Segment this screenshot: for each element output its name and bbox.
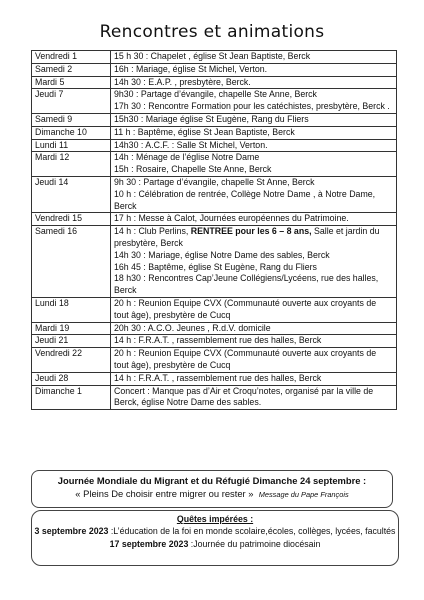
- schedule-day: Jeudi 28: [32, 372, 111, 385]
- schedule-day: Jeudi 14: [32, 176, 111, 212]
- schedule-row: [32, 226, 397, 298]
- event-line-club: [114, 226, 393, 250]
- schedule-events: [111, 89, 397, 114]
- migrant-day-box: [31, 470, 393, 508]
- migrant-quote-line: [32, 487, 392, 501]
- event-line: 11 h : Baptême, église St Jean Baptiste, Berck: [114, 126, 295, 137]
- schedule-day: Vendredi 15: [32, 213, 111, 226]
- schedule-events: [111, 126, 397, 139]
- quetes-heading: Quêtes impérées :: [176, 514, 254, 524]
- event-line: 9h 30 : Partage d’évangile, chapelle St Anne, Berck: [114, 176, 315, 187]
- schedule-row: [32, 51, 397, 64]
- quetes-box: [31, 510, 399, 566]
- schedule-row: [32, 139, 397, 152]
- event-line: Concert : Manque pas d’Air et Croqu’notes, organisé par la ville de Berck, église Notre Dame des sables.: [114, 385, 374, 408]
- event-line: 17h 30 : Rencontre Formation pour les catéchistes, presbytère, Berck .: [114, 101, 390, 112]
- schedule-events: [111, 76, 397, 89]
- event-line: 17 h : Messe à Calot, Journées européennes du Patrimoine.: [114, 213, 349, 224]
- schedule-day: Mardi 19: [32, 322, 111, 335]
- schedule-day: Mardi 5: [32, 76, 111, 89]
- event-line: 20 h : Reunion Equipe CVX (Communauté ouverte aux croyants de tout âge), presbytère de Cucq: [114, 348, 377, 370]
- schedule-events: [111, 113, 397, 126]
- schedule-row: [32, 372, 397, 385]
- schedule-events: [111, 297, 397, 322]
- schedule-events: [111, 63, 397, 76]
- event-line: 16h : Mariage, église St Michel, Verton.: [114, 63, 268, 74]
- schedule-row: [32, 213, 397, 226]
- event-line: 14h : Ménage de l’église Notre Dame: [114, 152, 260, 163]
- schedule-day: Samedi 2: [32, 63, 111, 76]
- club-text-start: 14 h : Club Perlins,: [114, 226, 191, 237]
- quetes-item-1-text: :L’éducation de la foi en monde scolaire,écoles, collèges, lycées, facultés: [108, 526, 396, 537]
- event-line: 20h 30 : A.C.O. Jeunes , R.d.V. domicile: [114, 322, 271, 333]
- schedule-events: [111, 385, 397, 410]
- schedule-row: [32, 113, 397, 126]
- schedule-row: [32, 89, 397, 114]
- club-text-bold: RENTREE pour les 6 – 8 ans,: [190, 226, 312, 237]
- schedule-row: [32, 322, 397, 335]
- migrant-heading: Journée Mondiale du Migrant et du Réfugié Dimanche 24 septembre :: [57, 475, 367, 486]
- schedule-row: [32, 348, 397, 373]
- schedule-events: [111, 348, 397, 373]
- page-title: Rencontres et animations: [99, 22, 325, 42]
- event-line: 16h 45 : Baptême, église St Eugène, Rang du Fliers: [114, 261, 317, 272]
- event-line: 9h30 : Partage d’évangile, chapelle Ste Anne, Berck: [114, 89, 317, 100]
- schedule-row: [32, 385, 397, 410]
- quetes-item-1-date: 3 septembre 2023: [34, 526, 109, 537]
- quetes-item-2: [32, 538, 398, 550]
- schedule-day: Vendredi 22: [32, 348, 111, 373]
- schedule-day: Jeudi 7: [32, 89, 111, 114]
- schedule-day: Dimanche 1: [32, 385, 111, 410]
- event-line: 15h : Rosaire, Chapelle Ste Anne, Berck: [114, 164, 272, 175]
- migrant-quote: « Pleins De choisir entre migrer ou rester »: [75, 488, 254, 499]
- schedule-day: Lundi 11: [32, 139, 111, 152]
- schedule-events: [111, 213, 397, 226]
- schedule-events: [111, 51, 397, 64]
- event-line: 14h30 : A.C.F. : Salle St Michel, Verton.: [114, 139, 268, 150]
- event-line: 10 h : Célébration de rentrée, Collège Notre Dame , à Notre Dame, Berck: [114, 188, 376, 211]
- schedule-events: [111, 372, 397, 385]
- quetes-item-1: [32, 525, 398, 537]
- schedule-row: [32, 176, 397, 212]
- schedule-day: Lundi 18: [32, 297, 111, 322]
- schedule-events: [111, 152, 397, 177]
- event-line: 15h30 : Mariage église St Eugène, Rang du Fliers: [114, 113, 309, 124]
- schedule-row: [32, 335, 397, 348]
- schedule-events: [111, 139, 397, 152]
- schedule-row: [32, 152, 397, 177]
- schedule-events: [111, 176, 397, 212]
- schedule-row: [32, 63, 397, 76]
- schedule-day: Samedi 9: [32, 113, 111, 126]
- schedule-day: Jeudi 21: [32, 335, 111, 348]
- event-line: 18 h30 : Rencontres Cap’Jeune Collégiens/Lycéens, rue des halles, Berck: [114, 273, 379, 296]
- quetes-item-2-date: 17 septembre 2023: [109, 538, 189, 549]
- schedule-events: [111, 322, 397, 335]
- schedule-row: [32, 297, 397, 322]
- migrant-source: Message du Pape François: [258, 490, 349, 499]
- quetes-item-2-text: :Journée du patrimoine diocésain: [188, 538, 321, 549]
- schedule-row: [32, 126, 397, 139]
- schedule-row: [32, 76, 397, 89]
- schedule-day: Dimanche 10: [32, 126, 111, 139]
- event-line: 20 h : Reunion Equipe CVX (Communauté ouverte aux croyants de tout âge), presbytère de Cucq: [114, 297, 377, 320]
- schedule-day: Samedi 16: [32, 226, 111, 298]
- event-line: 14h 30 : E.A.P. , presbytère, Berck.: [114, 76, 251, 87]
- event-line: 14 h : F.R.A.T. , rassemblement rue des halles, Berck: [114, 372, 322, 383]
- schedule-day: Mardi 12: [32, 152, 111, 177]
- schedule-events: [111, 335, 397, 348]
- schedule-events: [111, 226, 397, 298]
- event-line: 15 h 30 : Chapelet , église St Jean Baptiste, Berck: [114, 51, 311, 61]
- event-line: 14h 30 : Mariage, église Notre Dame des sables, Berck: [114, 249, 330, 260]
- schedule-day: Vendredi 1: [32, 51, 111, 64]
- schedule-table: [31, 50, 397, 410]
- event-line: 14 h : F.R.A.T. , rassemblement rue des halles, Berck: [114, 335, 322, 346]
- club-text-end: Salle et jardin du presbytère, Berck: [114, 226, 380, 248]
